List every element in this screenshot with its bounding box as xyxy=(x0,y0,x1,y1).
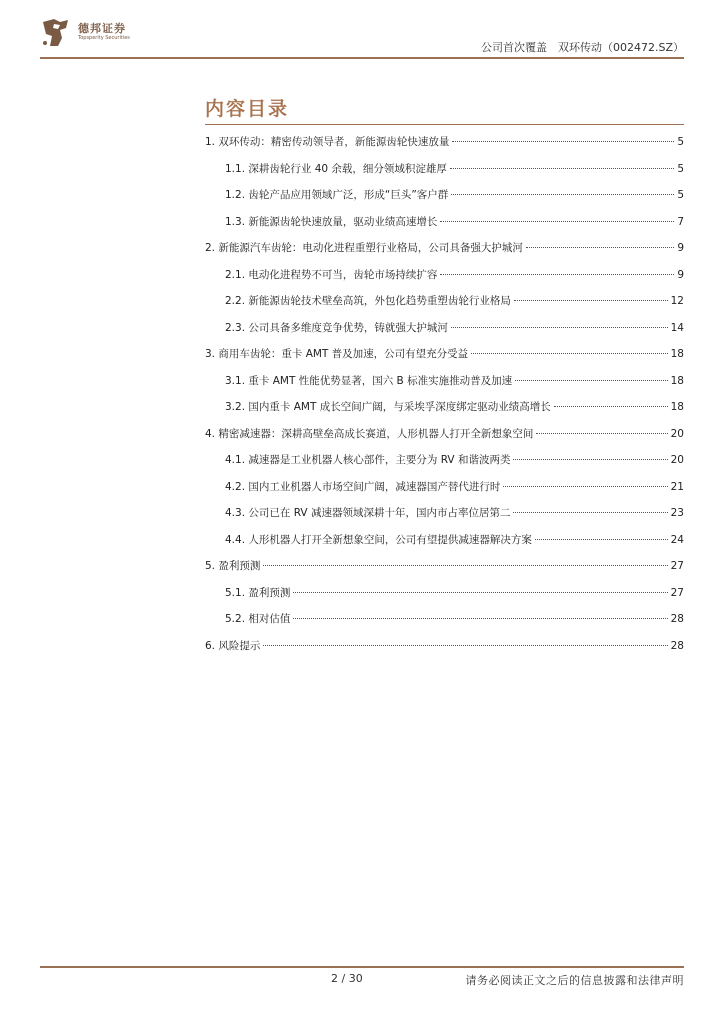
toc-entry-page: 9 xyxy=(677,242,684,254)
toc-entry[interactable] xyxy=(205,344,684,371)
toc-entry-label: 1.1. 深耕齿轮行业 40 余载，细分领域积淀雄厚 xyxy=(225,162,447,175)
footer-divider xyxy=(40,966,684,968)
toc-entry[interactable] xyxy=(205,477,684,504)
toc-entry-page: 28 xyxy=(670,613,684,625)
toc-entry[interactable] xyxy=(205,397,684,424)
toc-leader-dots xyxy=(293,592,667,593)
toc-leader-dots xyxy=(554,406,668,407)
toc-entry-page: 14 xyxy=(670,321,684,334)
toc-leader-dots xyxy=(503,486,667,487)
toc-leader-dots xyxy=(471,353,667,354)
toc-entry[interactable] xyxy=(205,318,684,345)
toc-leader-dots xyxy=(452,141,674,142)
toc-leader-dots xyxy=(440,274,674,275)
toc-entry[interactable] xyxy=(205,424,684,451)
toc-entry-page: 7 xyxy=(677,215,684,228)
toc-entry[interactable] xyxy=(205,265,684,292)
toc-entry-label: 3.2. 国内重卡 AMT 成长空间广阔，与采埃孚深度绑定驱动业绩高增长 xyxy=(225,401,551,413)
toc-leader-dots xyxy=(450,168,674,169)
toc-leader-dots xyxy=(440,221,674,222)
toc-entry-label: 4.3. 公司已在 RV 减速器领域深耕十年，国内市占率位居第二 xyxy=(225,507,511,519)
toc-entry-label: 2.1. 电动化进程势不可当，齿轮市场持续扩容 xyxy=(225,268,438,281)
toc-leader-dots xyxy=(535,539,668,540)
toc-entry-label: 4.1. 减速器是工业机器人核心部件，主要分为 RV 和谐波两类 xyxy=(225,454,511,466)
toc-entry-page: 28 xyxy=(670,639,684,652)
toc-entry-page: 5 xyxy=(677,136,684,148)
toc-leader-dots xyxy=(536,433,667,434)
toc-entry-label: 2.3. 公司具备多维度竞争优势，铸就强大护城河 xyxy=(225,321,448,334)
toc-title: 内容目录 xyxy=(205,98,290,120)
toc-entry-label: 1. 双环传动：精密传动领导者，新能源齿轮快速放量 xyxy=(205,136,450,148)
logo-english-name: Topsperity Securities xyxy=(78,35,130,41)
table-of-contents xyxy=(205,132,684,662)
toc-entry[interactable] xyxy=(205,238,684,265)
toc-entry-label: 5.2. 相对估值 xyxy=(225,613,291,625)
toc-leader-dots xyxy=(451,194,674,195)
toc-entry[interactable] xyxy=(205,371,684,398)
toc-entry-label: 5. 盈利预测 xyxy=(205,560,261,572)
header-divider xyxy=(40,57,684,59)
toc-leader-dots xyxy=(514,300,668,301)
toc-entry-page: 23 xyxy=(670,507,684,519)
logo-chinese-name: 德邦证券 xyxy=(78,22,126,35)
toc-entry-page: 27 xyxy=(670,560,684,572)
toc-entry-label: 5.1. 盈利预测 xyxy=(225,586,291,599)
toc-entry[interactable] xyxy=(205,159,684,186)
toc-entry[interactable] xyxy=(205,450,684,477)
toc-entry-page: 20 xyxy=(670,427,684,440)
toc-entry-label: 4. 精密减速器：深耕高壁垒高成长赛道，人形机器人打开全新想象空间 xyxy=(205,427,534,440)
toc-entry-page: 21 xyxy=(670,480,684,493)
toc-entry-page: 9 xyxy=(677,268,684,281)
toc-entry-label: 2.2. 新能源齿轮技术壁垒高筑，外包化趋势重塑齿轮行业格局 xyxy=(225,295,511,307)
toc-entry-label: 1.3. 新能源齿轮快速放量，驱动业绩高速增长 xyxy=(225,215,438,228)
toc-entry-page: 18 xyxy=(670,401,684,413)
toc-leader-dots xyxy=(451,327,668,328)
toc-entry-page: 12 xyxy=(670,295,684,307)
toc-entry-label: 2. 新能源汽车齿轮：电动化进程重塑行业格局，公司具备强大护城河 xyxy=(205,242,523,254)
toc-leader-dots xyxy=(263,565,667,566)
toc-entry-page: 18 xyxy=(670,348,684,360)
toc-entry[interactable] xyxy=(205,212,684,239)
toc-entry-page: 27 xyxy=(670,586,684,599)
toc-entry[interactable] xyxy=(205,530,684,557)
toc-entry[interactable] xyxy=(205,291,684,318)
toc-title-divider xyxy=(205,124,684,125)
toc-entry-label: 3.1. 重卡 AMT 性能优势显著，国六 B 标准实施推动普及加速 xyxy=(225,374,513,387)
toc-leader-dots xyxy=(513,459,667,460)
toc-entry[interactable] xyxy=(205,132,684,159)
toc-leader-dots xyxy=(515,380,668,381)
toc-leader-dots xyxy=(513,512,667,513)
toc-entry-label: 1.2. 齿轮产品应用领域广泛，形成“巨头”客户群 xyxy=(225,189,449,201)
company-logo xyxy=(40,16,130,48)
toc-leader-dots xyxy=(293,618,667,619)
toc-entry[interactable] xyxy=(205,556,684,583)
toc-leader-dots xyxy=(263,645,667,646)
toc-entry-page: 18 xyxy=(670,374,684,387)
toc-entry-label: 4.2. 国内工业机器人市场空间广阔，减速器国产替代进行时 xyxy=(225,480,501,493)
toc-entry-label: 4.4. 人形机器人打开全新想象空间，公司有望提供减速器解决方案 xyxy=(225,533,532,546)
toc-entry-label: 3. 商用车齿轮：重卡 AMT 普及加速，公司有望充分受益 xyxy=(205,348,469,360)
logo-mark-icon xyxy=(40,16,72,48)
page-number: 2 / 30 xyxy=(331,972,363,985)
toc-entry[interactable] xyxy=(205,636,684,663)
toc-entry-page: 24 xyxy=(670,533,684,546)
toc-entry-page: 20 xyxy=(670,454,684,466)
toc-leader-dots xyxy=(526,247,674,248)
toc-entry[interactable] xyxy=(205,503,684,530)
toc-entry-label: 6. 风险提示 xyxy=(205,639,261,652)
legal-notice: 请务必阅读正文之后的信息披露和法律声明 xyxy=(465,974,684,987)
toc-entry[interactable] xyxy=(205,609,684,636)
toc-entry[interactable] xyxy=(205,185,684,212)
report-info: 公司首次覆盖 双环传动（002472.SZ） xyxy=(480,41,684,54)
toc-entry-page: 5 xyxy=(677,189,684,201)
toc-entry[interactable] xyxy=(205,583,684,610)
toc-entry-page: 5 xyxy=(677,162,684,175)
